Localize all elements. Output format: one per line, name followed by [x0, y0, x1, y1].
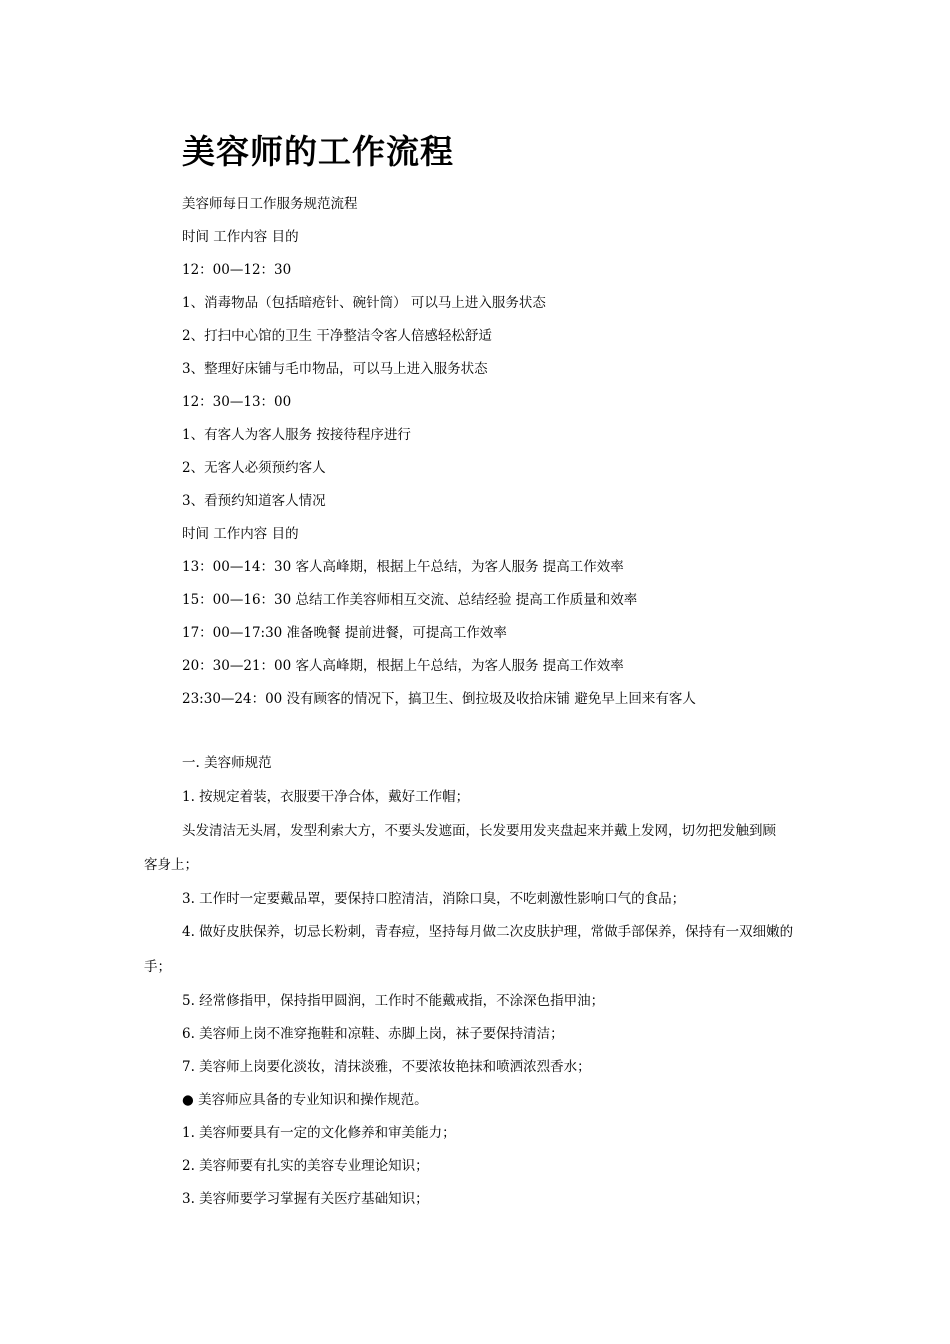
schedule-item: 1、有客人为客人服务 按接待程序进行 [182, 427, 411, 443]
knowledge-heading: ● 美容师应具备的专业知识和操作规范。 [182, 1092, 428, 1108]
norm-item: 3. 工作时一定要戴品罩，要保持口腔清洁，消除口臭，不吃刺激性影响口气的食品； [182, 891, 686, 907]
schedule-item: 3、整理好床铺与毛巾物品，可以马上进入服务状态 [182, 361, 488, 377]
schedule-row: 20：30—21：00 客人高峰期，根据上午总结，为客人服务 提高工作效率 [182, 658, 624, 674]
schedule-item: 3、看预约知道客人情况 [182, 493, 326, 509]
norm-item-continuation: 客身上； [144, 857, 198, 873]
time-slot: 12：00—12：30 [182, 262, 292, 278]
schedule-row: 17：00—17:30 准备晚餐 提前进餐，可提高工作效率 [182, 625, 507, 641]
schedule-table-header: 时间 工作内容 目的 [182, 526, 299, 542]
schedule-table-header: 时间 工作内容 目的 [182, 229, 299, 245]
norms-heading: 一. 美容师规范 [182, 755, 272, 771]
norm-item: 头发清洁无头屑，发型利索大方，不要头发遮面，长发要用发夹盘起来并戴上发网，切勿把发触到顾 [182, 823, 776, 839]
knowledge-item: 1. 美容师要具有一定的文化修养和审美能力； [182, 1125, 456, 1141]
knowledge-item: 2. 美容师要有扎实的美容专业理论知识； [182, 1158, 429, 1174]
schedule-row: 15：00—16：30 总结工作美容师相互交流、总结经验 提高工作质量和效率 [182, 592, 638, 608]
schedule-heading: 美容师每日工作服务规范流程 [182, 196, 358, 212]
schedule-row: 13：00—14：30 客人高峰期，根据上午总结，为客人服务 提高工作效率 [182, 559, 624, 575]
norm-item: 5. 经常修指甲，保持指甲圆润，工作时不能戴戒指，不涂深色指甲油； [182, 993, 605, 1009]
norm-item: 7. 美容师上岗要化淡妆，清抹淡雅，不要浓妆艳抹和喷洒浓烈香水； [182, 1059, 591, 1075]
norm-item: 4. 做好皮肤保养，切忌长粉刺，青春痘，坚持每月做二次皮肤护理，常做手部保养，保持有一双细嫩的 [182, 924, 794, 940]
norm-item: 1. 按规定着装，衣服要干净合体，戴好工作帽； [182, 789, 470, 805]
document-title: 美容师的工作流程 [182, 132, 454, 171]
schedule-row: 23:30—24：00 没有顾客的情况下，搞卫生、倒拉圾及收拾床铺 避免早上回来有客人 [182, 691, 696, 707]
schedule-item: 2、打扫中心馆的卫生 干净整洁令客人倍感轻松舒适 [182, 328, 492, 344]
schedule-item: 2、无客人必须预约客人 [182, 460, 326, 476]
time-slot: 12：30—13：00 [182, 394, 292, 410]
knowledge-item: 3. 美容师要学习掌握有关医疗基础知识； [182, 1191, 429, 1207]
norm-item-continuation: 手； [144, 959, 171, 975]
schedule-item: 1、消毒物品（包括暗疮针、碗针筒） 可以马上进入服务状态 [182, 295, 546, 311]
norm-item: 6. 美容师上岗不准穿拖鞋和凉鞋、赤脚上岗，袜子要保持清洁； [182, 1026, 564, 1042]
